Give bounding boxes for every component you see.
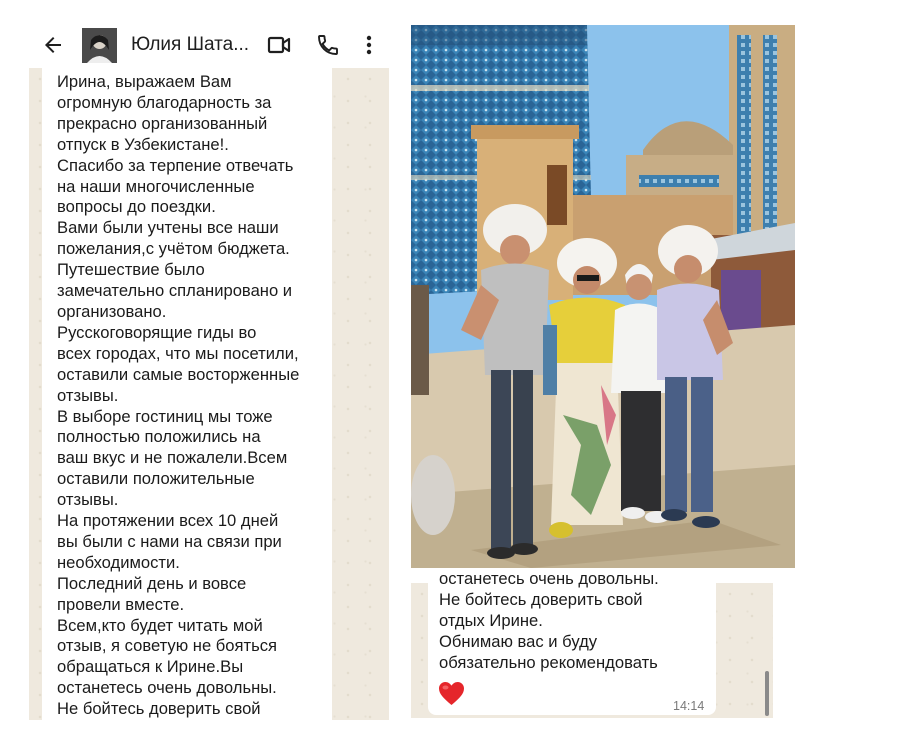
chat-header <box>29 22 389 68</box>
message-text: останетесь очень довольны. Не бойтесь доверить свой отдых Ирине. Обнимаю вас и буду обязательно рекомендовать <box>439 569 659 672</box>
avatar[interactable] <box>82 28 117 63</box>
chat-screen-right <box>411 569 773 718</box>
travel-photo <box>411 25 795 568</box>
red-heart-icon <box>438 681 465 706</box>
chat-screen-left <box>29 22 389 720</box>
contact-name[interactable]: Юлия Шата... <box>131 34 250 55</box>
phone-icon[interactable] <box>316 33 340 57</box>
message-text: Ирина, выражаем Вам огромную благодарность за прекрасно организованный отпуск в Узбекистане!. Спасибо за терпение отвечать на наши многочисленные вопросы до поездки. Вами были учтены все наши пожелания,с учётом бюджета. Путешествие было замечательно спланировано и организовано. Русскоговорящие гиды во всех городах, что мы посетили, оставили самые восторженные отзывы. В выборе гостиниц мы тоже полностью положились на ваш вкус и не пожалели.Всем оставили положительные отзывы. На протяжении всех 10 дней вы были с нами на связи при необходимости. Последний день и вовсе провели вместе. Всем,кто будет читать мой отзыв, я советую не бояться обращаться к Ирине.Вы останетесь очень довольны. Не бойтесь доверить свой <box>57 72 300 719</box>
more-vertical-icon[interactable] <box>363 33 375 57</box>
video-call-icon[interactable] <box>267 34 291 56</box>
back-arrow-icon[interactable] <box>41 33 65 57</box>
scrollbar-thumb[interactable] <box>765 671 769 716</box>
message-timestamp: 14:14 <box>673 699 705 713</box>
